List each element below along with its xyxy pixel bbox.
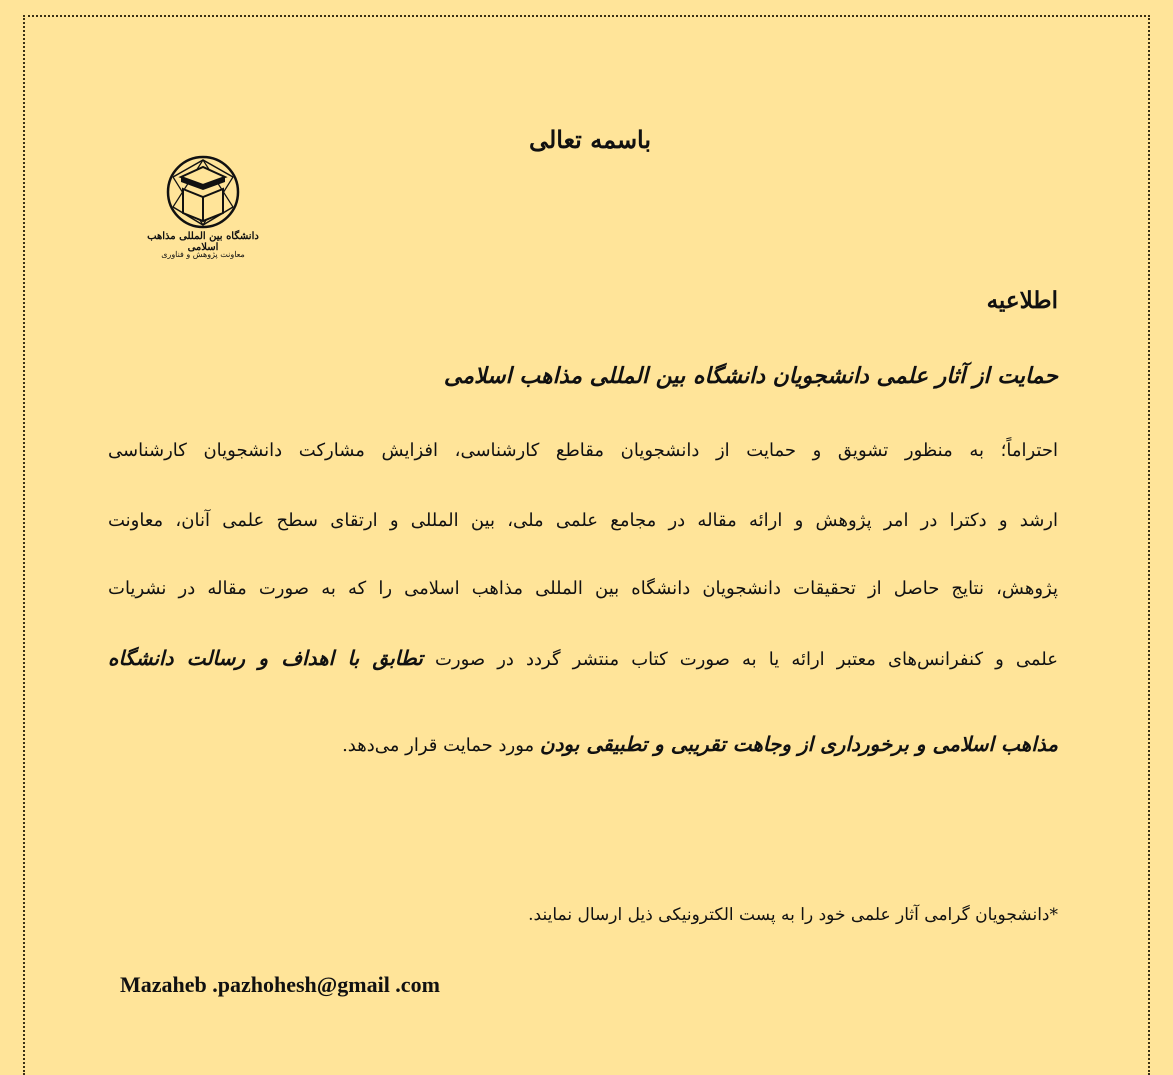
logo-department-name: معاونت پژوهش و فناوری xyxy=(161,250,245,259)
body-line: ارشد و دکترا در امر پژوهش و ارائه مقاله در مجامع علمی ملی، بین المللی و ارتقای سطح علمی آنان، معاونت xyxy=(108,510,1058,531)
body-line xyxy=(108,732,1058,756)
contact-email[interactable]: Mazaheb .pazhohesh@gmail .com xyxy=(120,972,440,997)
body-emphasis: تطابق با اهداف و رسالت دانشگاه xyxy=(108,646,423,670)
body-line xyxy=(108,646,1058,670)
submission-note: *دانشجویان گرامی آثار علمی خود را به پست الکترونیکی ذیل ارسال نمایند. xyxy=(528,905,1058,925)
basmala-heading: باسمه تعالی xyxy=(528,125,652,154)
body-text: مورد حمایت قرار می‌دهد. xyxy=(342,735,540,756)
notice-subject: حمایت از آثار علمی دانشجویان دانشگاه بین المللی مذاهب اسلامی xyxy=(443,363,1058,389)
notice-title: اطلاعیه xyxy=(986,287,1058,314)
university-emblem-icon xyxy=(163,155,243,230)
university-logo xyxy=(138,155,268,280)
body-line: احتراماً؛ به منظور تشویق و حمایت از دانشجویان مقاطع کارشناسی، افزایش مشارکت دانشجویان کارشناسی xyxy=(108,440,1058,461)
logo-university-name: دانشگاه بین المللی مذاهب اسلامی xyxy=(147,231,259,253)
body-line: پژوهش، نتایج حاصل از تحقیقات دانشجویان دانشگاه بین المللی مذاهب اسلامی را که به صورت مقاله در نشریات xyxy=(108,578,1058,599)
body-text: علمی و کنفرانس‌های معتبر ارائه یا به صورت کتاب منتشر گردد در صورت xyxy=(422,649,1058,670)
body-emphasis: مذاهب اسلامی و برخورداری از وجاهت تقریبی و تطبیقی بودن xyxy=(539,732,1058,756)
